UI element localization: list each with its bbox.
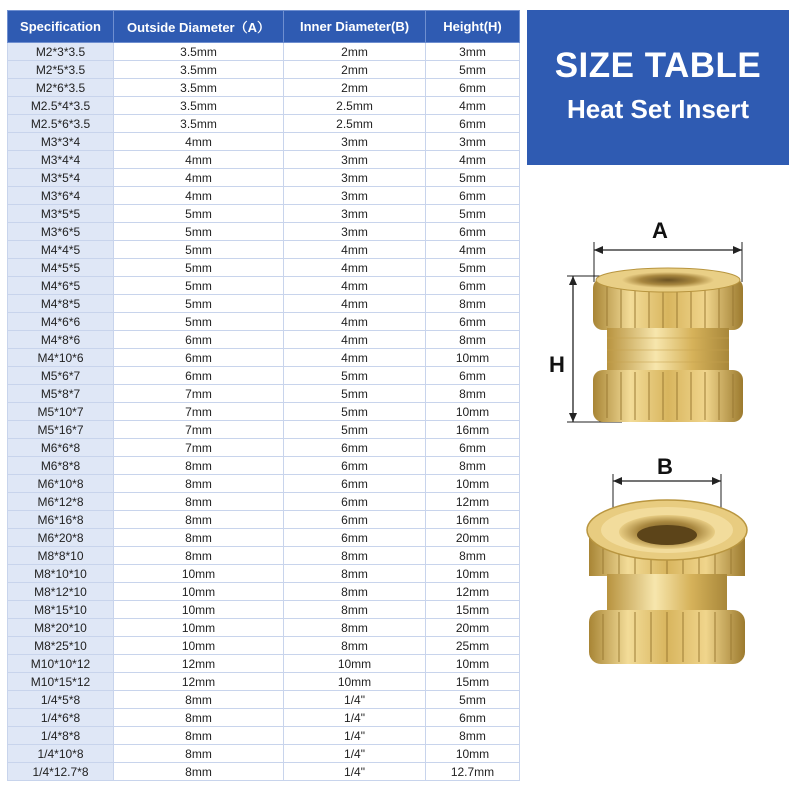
cell-inner-diameter: 8mm xyxy=(284,583,426,601)
cell-outside-diameter: 3.5mm xyxy=(114,61,284,79)
table-row xyxy=(8,241,520,259)
table-row xyxy=(8,313,520,331)
cell-height: 16mm xyxy=(426,421,520,439)
table-row xyxy=(8,61,520,79)
cell-outside-diameter: 8mm xyxy=(114,457,284,475)
cell-specification: M10*15*12 xyxy=(8,673,114,691)
cell-specification: M8*15*10 xyxy=(8,601,114,619)
cell-outside-diameter: 8mm xyxy=(114,529,284,547)
cell-outside-diameter: 8mm xyxy=(114,763,284,781)
insert-diagram xyxy=(527,170,789,790)
cell-outside-diameter: 7mm xyxy=(114,439,284,457)
cell-height: 12mm xyxy=(426,493,520,511)
size-table-banner xyxy=(527,10,789,165)
table-row xyxy=(8,115,520,133)
cell-height: 10mm xyxy=(426,475,520,493)
cell-height: 6mm xyxy=(426,439,520,457)
cell-specification: M3*4*4 xyxy=(8,151,114,169)
cell-height: 5mm xyxy=(426,205,520,223)
cell-outside-diameter: 5mm xyxy=(114,241,284,259)
cell-inner-diameter: 1/4" xyxy=(284,763,426,781)
cell-height: 6mm xyxy=(426,223,520,241)
table-row xyxy=(8,763,520,781)
table-row xyxy=(8,547,520,565)
cell-inner-diameter: 6mm xyxy=(284,493,426,511)
cell-specification: M3*6*4 xyxy=(8,187,114,205)
cell-inner-diameter: 3mm xyxy=(284,169,426,187)
cell-specification: M8*12*10 xyxy=(8,583,114,601)
cell-specification: M3*6*5 xyxy=(8,223,114,241)
table-row xyxy=(8,475,520,493)
cell-height: 10mm xyxy=(426,565,520,583)
cell-height: 4mm xyxy=(426,151,520,169)
cell-outside-diameter: 8mm xyxy=(114,475,284,493)
cell-inner-diameter: 4mm xyxy=(284,313,426,331)
cell-specification: M8*25*10 xyxy=(8,637,114,655)
table-row xyxy=(8,727,520,745)
cell-inner-diameter: 2mm xyxy=(284,43,426,61)
cell-height: 5mm xyxy=(426,169,520,187)
table-row xyxy=(8,619,520,637)
header-inner-diameter: Inner Diameter(B) xyxy=(284,11,426,43)
dimension-label-b: B xyxy=(657,454,673,479)
cell-specification: M3*5*5 xyxy=(8,205,114,223)
cell-specification: M2*3*3.5 xyxy=(8,43,114,61)
cell-outside-diameter: 3.5mm xyxy=(114,79,284,97)
cell-inner-diameter: 2.5mm xyxy=(284,97,426,115)
cell-height: 5mm xyxy=(426,61,520,79)
cell-specification: M4*4*5 xyxy=(8,241,114,259)
cell-specification: M5*10*7 xyxy=(8,403,114,421)
cell-height: 12mm xyxy=(426,583,520,601)
cell-inner-diameter: 1/4" xyxy=(284,709,426,727)
cell-outside-diameter: 3.5mm xyxy=(114,97,284,115)
cell-height: 15mm xyxy=(426,601,520,619)
table-row xyxy=(8,745,520,763)
cell-specification: M2.5*6*3.5 xyxy=(8,115,114,133)
table-row xyxy=(8,655,520,673)
cell-specification: M8*20*10 xyxy=(8,619,114,637)
cell-height: 8mm xyxy=(426,727,520,745)
cell-height: 3mm xyxy=(426,43,520,61)
table-row xyxy=(8,637,520,655)
banner-title: SIZE TABLE xyxy=(554,46,762,85)
dimension-label-a: A xyxy=(652,218,668,243)
cell-specification: M6*6*8 xyxy=(8,439,114,457)
cell-outside-diameter: 8mm xyxy=(114,511,284,529)
cell-outside-diameter: 4mm xyxy=(114,151,284,169)
cell-specification: M4*8*6 xyxy=(8,331,114,349)
cell-outside-diameter: 6mm xyxy=(114,349,284,367)
cell-specification: M6*10*8 xyxy=(8,475,114,493)
cell-outside-diameter: 5mm xyxy=(114,223,284,241)
table-row xyxy=(8,457,520,475)
cell-inner-diameter: 5mm xyxy=(284,367,426,385)
table-row xyxy=(8,259,520,277)
header-specification: Specification xyxy=(8,11,114,43)
cell-inner-diameter: 1/4" xyxy=(284,727,426,745)
cell-height: 4mm xyxy=(426,241,520,259)
table-row xyxy=(8,601,520,619)
insert-side-view xyxy=(567,242,743,422)
table-row xyxy=(8,709,520,727)
cell-outside-diameter: 6mm xyxy=(114,367,284,385)
cell-height: 6mm xyxy=(426,709,520,727)
table-row xyxy=(8,493,520,511)
table-row xyxy=(8,205,520,223)
cell-outside-diameter: 12mm xyxy=(114,655,284,673)
cell-specification: M6*16*8 xyxy=(8,511,114,529)
cell-outside-diameter: 5mm xyxy=(114,259,284,277)
cell-specification: M4*5*5 xyxy=(8,259,114,277)
cell-height: 12.7mm xyxy=(426,763,520,781)
cell-inner-diameter: 5mm xyxy=(284,403,426,421)
cell-inner-diameter: 10mm xyxy=(284,673,426,691)
cell-outside-diameter: 8mm xyxy=(114,727,284,745)
table-row xyxy=(8,43,520,61)
cell-inner-diameter: 6mm xyxy=(284,439,426,457)
cell-inner-diameter: 8mm xyxy=(284,565,426,583)
cell-specification: M5*6*7 xyxy=(8,367,114,385)
cell-outside-diameter: 4mm xyxy=(114,187,284,205)
cell-inner-diameter: 1/4" xyxy=(284,691,426,709)
table-row xyxy=(8,403,520,421)
insert-illustrations xyxy=(527,170,789,790)
cell-specification: 1/4*6*8 xyxy=(8,709,114,727)
cell-specification: 1/4*10*8 xyxy=(8,745,114,763)
cell-specification: M10*10*12 xyxy=(8,655,114,673)
cell-specification: M8*10*10 xyxy=(8,565,114,583)
table-row xyxy=(8,331,520,349)
cell-height: 6mm xyxy=(426,187,520,205)
table-row xyxy=(8,367,520,385)
cell-inner-diameter: 4mm xyxy=(284,241,426,259)
cell-inner-diameter: 5mm xyxy=(284,421,426,439)
cell-height: 6mm xyxy=(426,313,520,331)
cell-specification: M6*8*8 xyxy=(8,457,114,475)
cell-inner-diameter: 5mm xyxy=(284,385,426,403)
cell-inner-diameter: 4mm xyxy=(284,331,426,349)
table-header-row xyxy=(8,11,520,43)
cell-height: 10mm xyxy=(426,745,520,763)
cell-specification: M8*8*10 xyxy=(8,547,114,565)
cell-inner-diameter: 1/4" xyxy=(284,745,426,763)
cell-inner-diameter: 3mm xyxy=(284,151,426,169)
cell-inner-diameter: 3mm xyxy=(284,187,426,205)
cell-inner-diameter: 8mm xyxy=(284,601,426,619)
cell-specification: M4*8*5 xyxy=(8,295,114,313)
cell-outside-diameter: 6mm xyxy=(114,331,284,349)
cell-inner-diameter: 8mm xyxy=(284,619,426,637)
dimension-label-h: H xyxy=(549,352,565,377)
cell-specification: M4*10*6 xyxy=(8,349,114,367)
cell-height: 5mm xyxy=(426,259,520,277)
cell-outside-diameter: 10mm xyxy=(114,565,284,583)
cell-outside-diameter: 8mm xyxy=(114,691,284,709)
cell-height: 6mm xyxy=(426,115,520,133)
cell-outside-diameter: 5mm xyxy=(114,277,284,295)
cell-inner-diameter: 6mm xyxy=(284,529,426,547)
cell-outside-diameter: 7mm xyxy=(114,403,284,421)
cell-inner-diameter: 4mm xyxy=(284,295,426,313)
table-row xyxy=(8,169,520,187)
table-row xyxy=(8,583,520,601)
cell-height: 20mm xyxy=(426,529,520,547)
cell-height: 8mm xyxy=(426,547,520,565)
cell-inner-diameter: 10mm xyxy=(284,655,426,673)
insert-top-view xyxy=(587,474,747,664)
cell-specification: M2*6*3.5 xyxy=(8,79,114,97)
cell-inner-diameter: 4mm xyxy=(284,259,426,277)
table-row xyxy=(8,421,520,439)
cell-inner-diameter: 4mm xyxy=(284,277,426,295)
table-row xyxy=(8,79,520,97)
cell-height: 10mm xyxy=(426,403,520,421)
cell-outside-diameter: 10mm xyxy=(114,583,284,601)
cell-height: 4mm xyxy=(426,97,520,115)
cell-height: 8mm xyxy=(426,331,520,349)
table-row xyxy=(8,133,520,151)
cell-specification: M3*3*4 xyxy=(8,133,114,151)
cell-outside-diameter: 5mm xyxy=(114,295,284,313)
cell-outside-diameter: 4mm xyxy=(114,133,284,151)
cell-outside-diameter: 10mm xyxy=(114,637,284,655)
cell-outside-diameter: 3.5mm xyxy=(114,115,284,133)
cell-inner-diameter: 6mm xyxy=(284,475,426,493)
table-row xyxy=(8,187,520,205)
cell-outside-diameter: 10mm xyxy=(114,601,284,619)
cell-inner-diameter: 3mm xyxy=(284,205,426,223)
cell-height: 8mm xyxy=(426,385,520,403)
cell-height: 8mm xyxy=(426,295,520,313)
cell-outside-diameter: 8mm xyxy=(114,745,284,763)
cell-specification: M6*12*8 xyxy=(8,493,114,511)
table-row xyxy=(8,385,520,403)
cell-inner-diameter: 8mm xyxy=(284,547,426,565)
cell-outside-diameter: 5mm xyxy=(114,313,284,331)
cell-specification: M5*8*7 xyxy=(8,385,114,403)
table-row xyxy=(8,673,520,691)
cell-height: 6mm xyxy=(426,367,520,385)
cell-specification: M6*20*8 xyxy=(8,529,114,547)
cell-height: 20mm xyxy=(426,619,520,637)
table-row xyxy=(8,565,520,583)
table-row xyxy=(8,97,520,115)
cell-outside-diameter: 7mm xyxy=(114,385,284,403)
header-outside-diameter: Outside Diameter（A） xyxy=(114,11,284,43)
table-row xyxy=(8,223,520,241)
cell-height: 3mm xyxy=(426,133,520,151)
cell-inner-diameter: 2.5mm xyxy=(284,115,426,133)
table-row xyxy=(8,277,520,295)
table-row xyxy=(8,529,520,547)
cell-inner-diameter: 2mm xyxy=(284,79,426,97)
cell-height: 5mm xyxy=(426,691,520,709)
cell-specification: 1/4*8*8 xyxy=(8,727,114,745)
cell-specification: M5*16*7 xyxy=(8,421,114,439)
cell-outside-diameter: 8mm xyxy=(114,547,284,565)
table-row xyxy=(8,151,520,169)
size-table xyxy=(7,10,520,781)
cell-specification: M2*5*3.5 xyxy=(8,61,114,79)
table-row xyxy=(8,295,520,313)
cell-outside-diameter: 10mm xyxy=(114,619,284,637)
cell-inner-diameter: 4mm xyxy=(284,349,426,367)
size-table-container xyxy=(7,10,519,788)
cell-height: 10mm xyxy=(426,349,520,367)
cell-inner-diameter: 3mm xyxy=(284,223,426,241)
table-body xyxy=(8,43,520,781)
table-row xyxy=(8,439,520,457)
cell-height: 16mm xyxy=(426,511,520,529)
cell-inner-diameter: 8mm xyxy=(284,637,426,655)
cell-outside-diameter: 5mm xyxy=(114,205,284,223)
cell-inner-diameter: 6mm xyxy=(284,511,426,529)
cell-inner-diameter: 6mm xyxy=(284,457,426,475)
cell-height: 6mm xyxy=(426,79,520,97)
cell-outside-diameter: 3.5mm xyxy=(114,43,284,61)
table-row xyxy=(8,349,520,367)
cell-specification: M4*6*5 xyxy=(8,277,114,295)
cell-outside-diameter: 8mm xyxy=(114,493,284,511)
cell-inner-diameter: 3mm xyxy=(284,133,426,151)
banner-subtitle: Heat Set Insert xyxy=(566,94,750,124)
cell-height: 8mm xyxy=(426,457,520,475)
cell-outside-diameter: 4mm xyxy=(114,169,284,187)
header-height: Height(H) xyxy=(426,11,520,43)
cell-specification: M3*5*4 xyxy=(8,169,114,187)
cell-inner-diameter: 2mm xyxy=(284,61,426,79)
table-row xyxy=(8,511,520,529)
cell-outside-diameter: 12mm xyxy=(114,673,284,691)
cell-specification: 1/4*12.7*8 xyxy=(8,763,114,781)
cell-height: 15mm xyxy=(426,673,520,691)
cell-outside-diameter: 8mm xyxy=(114,709,284,727)
cell-height: 10mm xyxy=(426,655,520,673)
table-row xyxy=(8,691,520,709)
cell-specification: 1/4*5*8 xyxy=(8,691,114,709)
cell-outside-diameter: 7mm xyxy=(114,421,284,439)
cell-specification: M2.5*4*3.5 xyxy=(8,97,114,115)
cell-height: 6mm xyxy=(426,277,520,295)
cell-height: 25mm xyxy=(426,637,520,655)
cell-specification: M4*6*6 xyxy=(8,313,114,331)
